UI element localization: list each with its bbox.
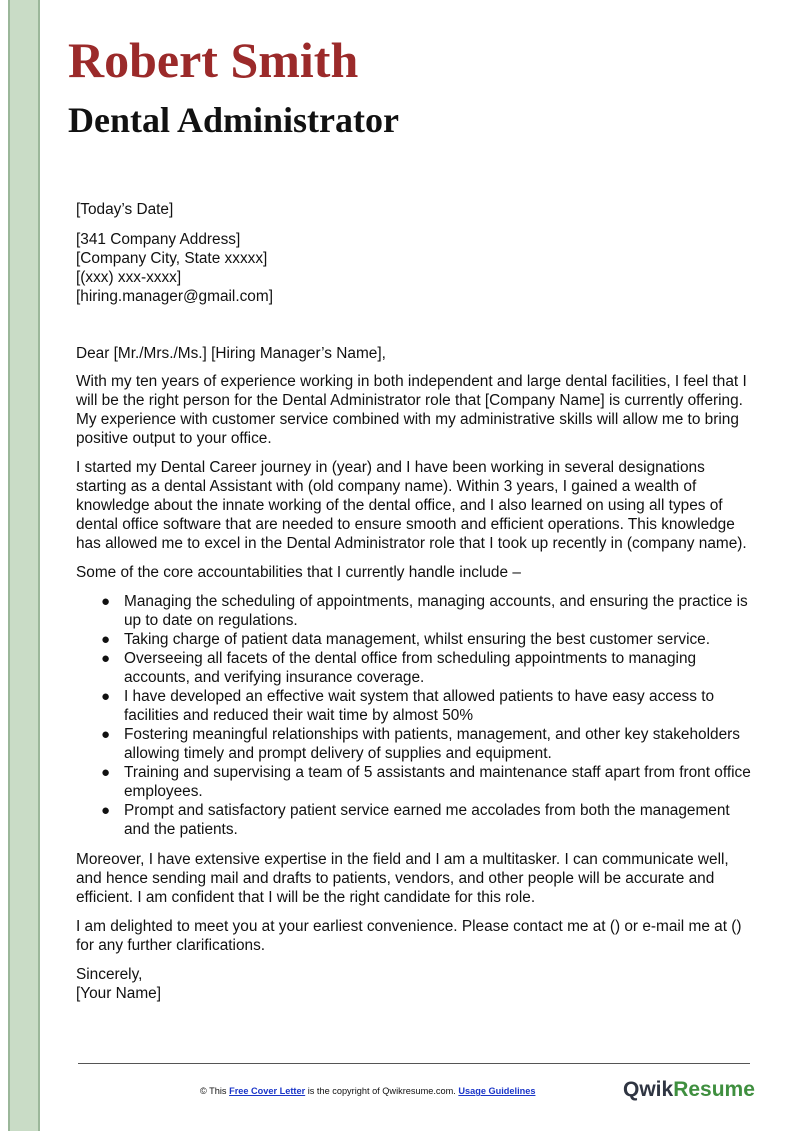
bullet-icon: ● [101,631,111,648]
list-item [76,763,752,801]
sign-off: Sincerely, [76,966,143,983]
list-item [76,649,752,687]
list-item-text: Prompt and satisfactory patient service earned me accolades from both the management and the patients. [124,802,730,838]
bullet-icon: ● [101,688,111,705]
logo-part-resume: Resume [673,1078,755,1101]
bullet-icon: ● [101,764,111,781]
salutation: Dear [Mr./Mrs./Ms.] [Hiring Manager’s Name], [76,345,386,362]
list-item-text: Overseeing all facets of the dental office from scheduling appointments to managing accounts, and verifying insurance coverage. [124,650,697,686]
paragraph: With my ten years of experience working in both independent and large dental facilities, I feel that I will be the right person for the Dental Administrator role that [Company Name] is currently offering. My experience with customer service combined with my administrative skills will allow me to bring positive output to your office. [76,373,747,447]
address-line: [hiring.manager@gmail.com] [76,288,273,305]
list-item [76,687,752,725]
footer-prefix: © This [200,1086,230,1096]
paragraph: I am delighted to meet you at your earliest convenience. Please contact me at () or e-mail me at () for any further clarifications. [76,918,742,954]
list-item-text: I have developed an effective wait system that allowed patients to have easy access to facilities and reduced their wait time by almost 50% [124,688,715,724]
qwikresume-logo [623,1076,755,1104]
list-item-text: Fostering meaningful relationships with patients, management, and other key stakeholders allowing timely and prompt delivery of supplies and equipment. [124,726,740,762]
address-line: [(xxx) xxx-xxxx] [76,269,182,286]
footer-middle: is the copyright of Qwikresume.com. [305,1086,459,1096]
sign-off-block [76,965,752,1003]
list-item [76,725,752,763]
letter-body [76,200,752,1003]
free-cover-letter-link[interactable]: Free Cover Letter [229,1086,306,1096]
bullet-icon: ● [101,726,111,743]
job-title: Dental Administrator [68,100,399,140]
candidate-name: Robert Smith [68,32,359,88]
signature-name: [Your Name] [76,985,161,1002]
paragraph: Some of the core accountabilities that I currently handle include – [76,564,521,581]
recipient-address [76,230,752,306]
list-item-text: Taking charge of patient data management, whilst ensuring the best customer service. [124,631,711,648]
list-item [76,592,752,630]
letter-date: [Today’s Date] [76,201,174,218]
address-line: [Company City, State xxxxx] [76,250,268,267]
logo-part-qwik: Qwik [623,1078,674,1101]
usage-guidelines-link[interactable]: Usage Guidelines [458,1086,536,1096]
footer-divider [78,1063,750,1064]
bullet-icon: ● [101,593,111,610]
paragraph: Moreover, I have extensive expertise in the field and I am a multitasker. I can communicate well, and hence sending mail and drafts to patients, vendors, and other people will be accurate and efficient. I am confident that I will be the right candidate for this role. [76,851,729,906]
decorative-side-bar [8,0,40,1131]
list-item-text: Training and supervising a team of 5 assistants and maintenance staff apart from front office employees. [124,764,751,800]
list-item-text: Managing the scheduling of appointments, managing accounts, and ensuring the practice is up to date on regulations. [124,593,748,629]
bullet-icon: ● [101,802,111,819]
footer-copyright [200,1085,535,1097]
paragraph: I started my Dental Career journey in (year) and I have been working in several designations starting as a dental Assistant with (old company name). Within 3 years, I gained a wealth of knowledge about the innate working of the dental office, and I also learned on using all types of dental office software that are needed to ensure smooth and efficient operations. This knowledge has allowed me to excel in the Dental Administrator role that I took up recently in (company name). [76,459,747,552]
accountabilities-list [76,592,752,839]
list-item [76,630,752,649]
list-item [76,801,752,839]
address-line: [341 Company Address] [76,231,241,248]
bullet-icon: ● [101,650,111,667]
